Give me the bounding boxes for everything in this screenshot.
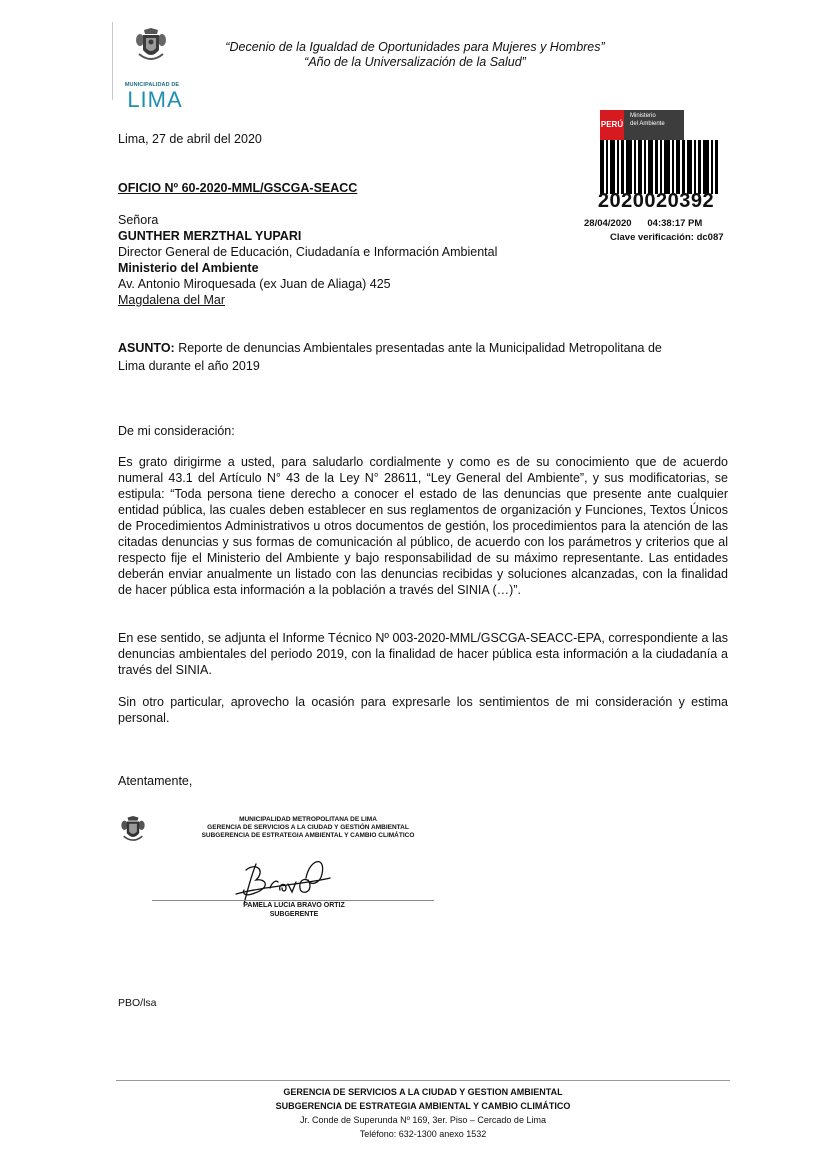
recipient-name: GUNTHER MERZTHAL YUPARI [118,229,302,243]
signature-org-3: SUBGERENCIA DE ESTRATEGIA AMBIENTAL Y CAMBIO CLIMÁTICO [201,832,415,839]
logo-small-text: MUNICIPALIDAD DE [124,82,180,88]
oficio-number: OFICIO Nº 60-2020-MML/GSCGA-SEACC [118,181,358,195]
stamp-ministry [624,110,684,140]
asunto-label: ASUNTO: [118,341,175,355]
asunto-text-2: Lima durante el año 2019 [118,359,260,373]
paragraph-1: Es grato dirigirme a usted, para saludarlo cordialmente y como es de su conocimiento que de acuerdo numeral 43.1 del Artículo N° 43 de la Ley N° 28611, “Ley General del Ambiente”, y sus modificatorias, se estipula: “Toda persona tiene derecho a conocer el estado de las denuncias que presente ante cualquier entidad pública, las cuales deben establecer en sus reglamentos de organización y Funciones, Textos Únicos de Procedimientos Administrativos u otros documentos de gestión, los procedimientos para la atención de las citadas denuncias y sus formas de comunicación al público, de acuerdo con los parámetros y criterios que al respecto fije el Ministerio del Ambiente y bajo responsabilidad de su máximo representante. Las entidades deberán enviar anualmente un listado con las denuncias recibidas y soluciones alcanzadas, con la finalidad de hacer pública esta información a la población a través del SINIA (…)”. [118,455,728,597]
signer-name: PAMELA LUCIA BRAVO ORTIZ [243,902,345,909]
reception-stamp [584,110,742,255]
asunto-line-1 [118,340,728,356]
stamp-ministry-line1: Ministerio [630,113,656,119]
signature-block [118,810,438,930]
asunto-text-1: Reporte de denuncias Ambientales presentadas ante la Municipalidad Metropolitana de [178,341,662,355]
municipal-logo [112,22,191,112]
footer-line-1: GERENCIA DE SERVICIOS A LA CIUDAD Y GESTION AMBIENTAL [283,1087,563,1097]
signature-org-1: MUNICIPALIDAD METROPOLITANA DE LIMA [239,816,377,823]
stamp-clave: Clave verificación: dc087 [610,232,724,243]
signature-org-header [178,816,438,840]
paragraph-2: En ese sentido, se adjunta el Informe Técnico Nº 003-2020-MML/GSCGA-SEACC-EPA, correspondiente a las denuncias ambientales del periodo 2019, con la finalidad de hacer pública esta información a la ciudadanía a través del SINIA. [118,631,728,677]
stamp-country: PERÚ [600,110,624,140]
paragraph-3: Sin otro particular, aprovecho la ocasión para expresarle los sentimientos de mi consideración y estima personal. [118,695,728,725]
initials: PBO/lsa [118,997,157,1009]
signer [204,901,384,919]
logo-big-text: LIMA [127,87,183,112]
footer-line-3: Jr. Conde de Superunda Nº 169, 3er. Piso – Cercado de Lima [300,1115,546,1125]
letter-date: Lima, 27 de abril del 2020 [118,132,262,146]
footer-line-4: Teléfono: 632-1300 anexo 1532 [359,1129,487,1139]
motto-line-2: “Año de la Universalización de la Salud” [304,55,526,69]
stamp-date: 28/04/2020 [584,218,632,229]
recipient-address: Av. Antonio Miroquesada (ex Juan de Aliaga) 425 [118,277,391,291]
stamp-datetime [584,218,702,229]
recipient-org: Ministerio del Ambiente [118,261,259,275]
barcode-icon [600,140,718,194]
salutation: Señora [118,213,159,227]
coat-of-arms-icon [135,28,167,64]
coat-of-arms-icon [120,816,146,844]
recipient-district: Magdalena del Mar [118,293,226,307]
closing: Atentamente, [118,774,193,788]
asunto-block [118,340,728,374]
greeting: De mi consideración: [118,424,235,438]
stamp-ministry-line2: del Ambiente [630,120,665,127]
footer-divider [116,1080,730,1081]
footer-line-2: SUBGERENCIA DE ESTRATEGIA AMBIENTAL Y CAMBIO CLIMÁTICO [275,1101,571,1111]
recipient-title: Director General de Educación, Ciudadanía e Información Ambiental [118,245,498,259]
stamp-code: 2020020392 [597,190,715,212]
stamp-time: 04:38:17 PM [647,218,703,229]
signer-role: SUBGERENTE [269,911,319,918]
signature-org-2: GERENCIA DE SERVICIOS A LA CIUDAD Y GESTIÓN AMBIENTAL [207,824,409,831]
motto-line-1: “Decenio de la Igualdad de Oportunidades para Mujeres y Hombres” [225,40,605,54]
